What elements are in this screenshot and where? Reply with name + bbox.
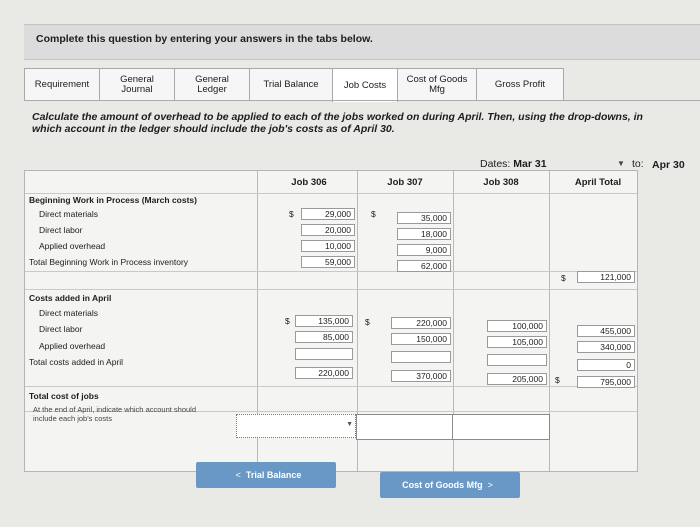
tab-gross-profit[interactable]: Gross Profit xyxy=(476,68,564,100)
row-label-direct-labor: Direct labor xyxy=(39,225,83,235)
section-total-cost-of-jobs: Total cost of jobs xyxy=(29,391,99,401)
job308-added-oh[interactable] xyxy=(487,354,547,366)
dates-to: Apr 30 xyxy=(652,159,685,171)
tab-trial-balance[interactable]: Trial Balance xyxy=(249,68,333,100)
row-label-total-beginning-wip: Total Beginning Work in Process inventory xyxy=(29,257,189,267)
instructions-line-1: Calculate the amount of overhead to be applied to each of the jobs worked on during April. Then, using the drop-downs, in xyxy=(32,111,643,123)
dates-to-label: to: xyxy=(632,158,644,170)
chevron-down-icon: ▼ xyxy=(346,421,353,428)
chevron-right-icon: > xyxy=(487,480,493,490)
row-label-applied-overhead: Applied overhead xyxy=(39,241,106,251)
row-divider xyxy=(25,289,637,290)
dollar-sign: $ xyxy=(289,209,294,219)
column-header-april-total: April Total xyxy=(574,177,622,188)
tab-job-costs[interactable]: Job Costs xyxy=(332,68,398,102)
job306-added-total[interactable]: 220,000 xyxy=(295,367,353,379)
april-total-added-dl[interactable]: 340,000 xyxy=(577,341,635,353)
row-divider xyxy=(25,193,637,194)
job307-account-select[interactable] xyxy=(356,414,454,440)
april-total-added-oh[interactable]: 0 xyxy=(577,359,635,371)
row-label-added-applied-overhead: Applied overhead xyxy=(39,341,106,351)
job306-added-dl[interactable]: 85,000 xyxy=(295,331,353,343)
job307-beginning-oh[interactable]: 9,000 xyxy=(397,244,451,256)
april-total-beginning[interactable]: 121,000 xyxy=(577,271,635,283)
row-divider xyxy=(25,271,637,272)
job308-account-select[interactable] xyxy=(452,414,550,440)
row-label-added-direct-labor: Direct labor xyxy=(39,324,83,334)
column-header-job-307: Job 307 xyxy=(387,177,423,188)
job307-beginning-total[interactable]: 62,000 xyxy=(397,260,451,272)
job306-added-oh[interactable] xyxy=(295,348,353,360)
dates-from: Mar 31 xyxy=(513,158,547,170)
dollar-sign: $ xyxy=(561,273,566,283)
indicate-account-label-1: At the end of April, indicate which account should xyxy=(33,405,197,414)
indicate-account-label-2: include each job's costs xyxy=(33,414,112,423)
job306-beginning-dl[interactable]: 20,000 xyxy=(301,224,355,236)
row-label-direct-materials: Direct materials xyxy=(39,209,99,219)
banner-text: Complete this question by entering your answers in the tabs below. xyxy=(36,33,373,45)
instructions-banner xyxy=(24,24,700,60)
tab-cost-of-goods-mfg[interactable]: Cost of Goods Mfg xyxy=(397,68,477,100)
prev-tab-label: Trial Balance xyxy=(245,470,302,480)
job307-beginning-dm[interactable]: 35,000 xyxy=(397,212,451,224)
date-range xyxy=(480,158,685,171)
job306-account-select[interactable] xyxy=(236,414,356,438)
section-costs-added: Costs added in April xyxy=(29,293,112,303)
job307-added-dl[interactable]: 150,000 xyxy=(391,333,451,345)
april-total-added-dm[interactable]: 455,000 xyxy=(577,325,635,337)
job308-added-dl[interactable]: 105,000 xyxy=(487,336,547,348)
tab-general-ledger[interactable]: General Ledger xyxy=(174,68,250,100)
next-tab-button[interactable] xyxy=(380,472,520,498)
job307-beginning-dl[interactable]: 18,000 xyxy=(397,228,451,240)
job306-beginning-total[interactable]: 59,000 xyxy=(301,256,355,268)
column-header-job-308: Job 308 xyxy=(483,177,519,188)
dollar-sign: $ xyxy=(371,209,376,219)
job308-added-total[interactable]: 205,000 xyxy=(487,373,547,385)
job306-beginning-dm[interactable]: 29,000 xyxy=(301,208,355,220)
dates-label: Dates: xyxy=(480,158,511,170)
tab-requirement[interactable]: Requirement xyxy=(24,68,100,100)
chevron-down-icon[interactable]: ▼ xyxy=(617,159,625,168)
job308-added-dm[interactable]: 100,000 xyxy=(487,320,547,332)
instructions-line-2: which account in the ledger should include the job's costs as of April 30. xyxy=(32,123,395,135)
tab-general-journal[interactable]: General Journal xyxy=(99,68,175,100)
prev-tab-button[interactable] xyxy=(196,462,336,488)
tab-divider xyxy=(24,100,700,101)
question-instructions xyxy=(32,111,700,135)
column-header-job-306: Job 306 xyxy=(291,177,327,188)
dollar-sign: $ xyxy=(365,317,370,327)
job306-added-dm[interactable]: 135,000 xyxy=(295,315,353,327)
april-total-added-total[interactable]: 795,000 xyxy=(577,376,635,388)
row-label-total-added: Total costs added in April xyxy=(29,357,124,367)
chevron-left-icon: < xyxy=(235,470,241,480)
section-beginning-wip: Beginning Work in Process (March costs) xyxy=(29,195,197,205)
tab-bar xyxy=(24,68,563,100)
next-tab-label: Cost of Goods Mfg xyxy=(402,480,483,490)
row-label-added-direct-materials: Direct materials xyxy=(39,308,99,318)
job306-beginning-oh[interactable]: 10,000 xyxy=(301,240,355,252)
row-divider xyxy=(25,386,637,387)
job307-added-oh[interactable] xyxy=(391,351,451,363)
job307-added-total[interactable]: 370,000 xyxy=(391,370,451,382)
dollar-sign: $ xyxy=(555,375,560,385)
job307-added-dm[interactable]: 220,000 xyxy=(391,317,451,329)
dollar-sign: $ xyxy=(285,316,290,326)
